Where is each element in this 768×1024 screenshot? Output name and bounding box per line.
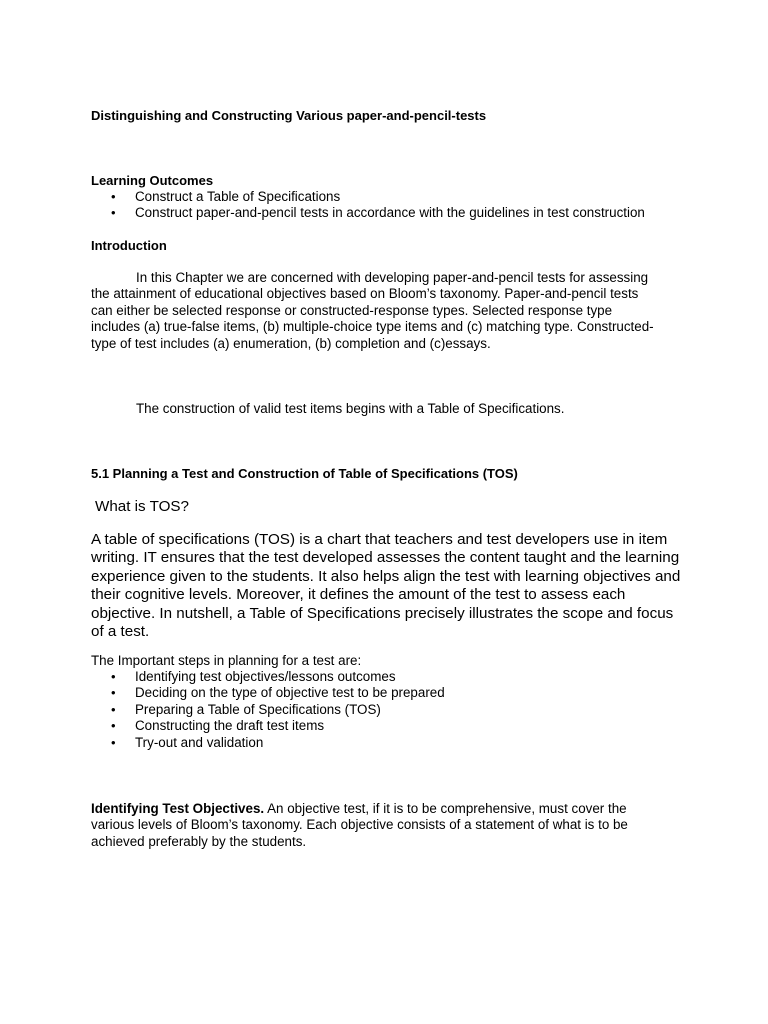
introduction-paragraph — [91, 270, 654, 352]
learning-outcomes-heading: Learning Outcomes — [91, 173, 214, 188]
paragraph-line — [91, 801, 628, 817]
paragraph-line: experience given to the students. It also helps align the test with learning objectives and — [91, 567, 681, 585]
paragraph-line: type of test includes (a) enumeration, (b) completion and (c)essays. — [91, 335, 491, 351]
list-item: • Try-out and validation — [91, 735, 445, 751]
identifying-objectives-lead: Identifying Test Objectives. — [91, 801, 265, 816]
document-title: Distinguishing and Constructing Various paper-and-pencil-tests — [91, 108, 487, 123]
paragraph-line: of a test. — [91, 623, 150, 641]
what-is-tos-question: What is TOS? — [95, 498, 189, 515]
tos-definition-paragraph — [91, 531, 680, 641]
paragraph-line: the attainment of educational objectives based on Bloom’s taxonomy. Paper-and-pencil tests — [91, 286, 639, 302]
paragraph-line: their cognitive levels. Moreover, it defines the amount of the test to assess each — [91, 586, 626, 604]
identifying-objectives-paragraph — [91, 801, 628, 850]
paragraph-line-text: An objective test, if it is to be comprehensive, must cover the — [264, 801, 627, 816]
paragraph-line: various levels of Bloom’s taxonomy. Each objective consists of a statement of what is to be — [91, 817, 628, 833]
learning-outcomes-list — [91, 189, 645, 222]
paragraph-line: achieved preferably by the students. — [91, 833, 307, 849]
list-item: • Construct a Table of Specifications — [91, 189, 645, 205]
paragraph-line: includes (a) true-false items, (b) multiple-choice type items and (c) matching type. Constructed- — [91, 319, 654, 335]
paragraph-line: objective. In nutshell, a Table of Specifications precisely illustrates the scope and focus — [91, 604, 674, 622]
steps-intro: The Important steps in planning for a test are: — [91, 653, 362, 668]
paragraph-line: can either be selected response or constructed-response types. Selected response type — [91, 302, 613, 318]
introduction-heading: Introduction — [91, 238, 167, 253]
steps-list — [91, 669, 445, 751]
paragraph-line: In this Chapter we are concerned with developing paper-and-pencil tests for assessing — [136, 270, 649, 285]
section-heading: 5.1 Planning a Test and Construction of Table of Specifications (TOS) — [91, 466, 518, 481]
list-item: • Deciding on the type of objective test to be prepared — [91, 685, 445, 701]
list-item: • Construct paper-and-pencil tests in accordance with the guidelines in test construction — [91, 205, 645, 221]
tos-intro-sentence: The construction of valid test items begins with a Table of Specifications. — [136, 401, 565, 416]
list-item: • Preparing a Table of Specifications (TOS) — [91, 702, 445, 718]
paragraph-line: A table of specifications (TOS) is a chart that teachers and test developers use in item — [91, 531, 668, 548]
list-item: • Identifying test objectives/lessons outcomes — [91, 669, 445, 685]
list-item: • Constructing the draft test items — [91, 718, 445, 734]
paragraph-line: writing. IT ensures that the test developed assesses the content taught and the learning — [91, 549, 680, 567]
